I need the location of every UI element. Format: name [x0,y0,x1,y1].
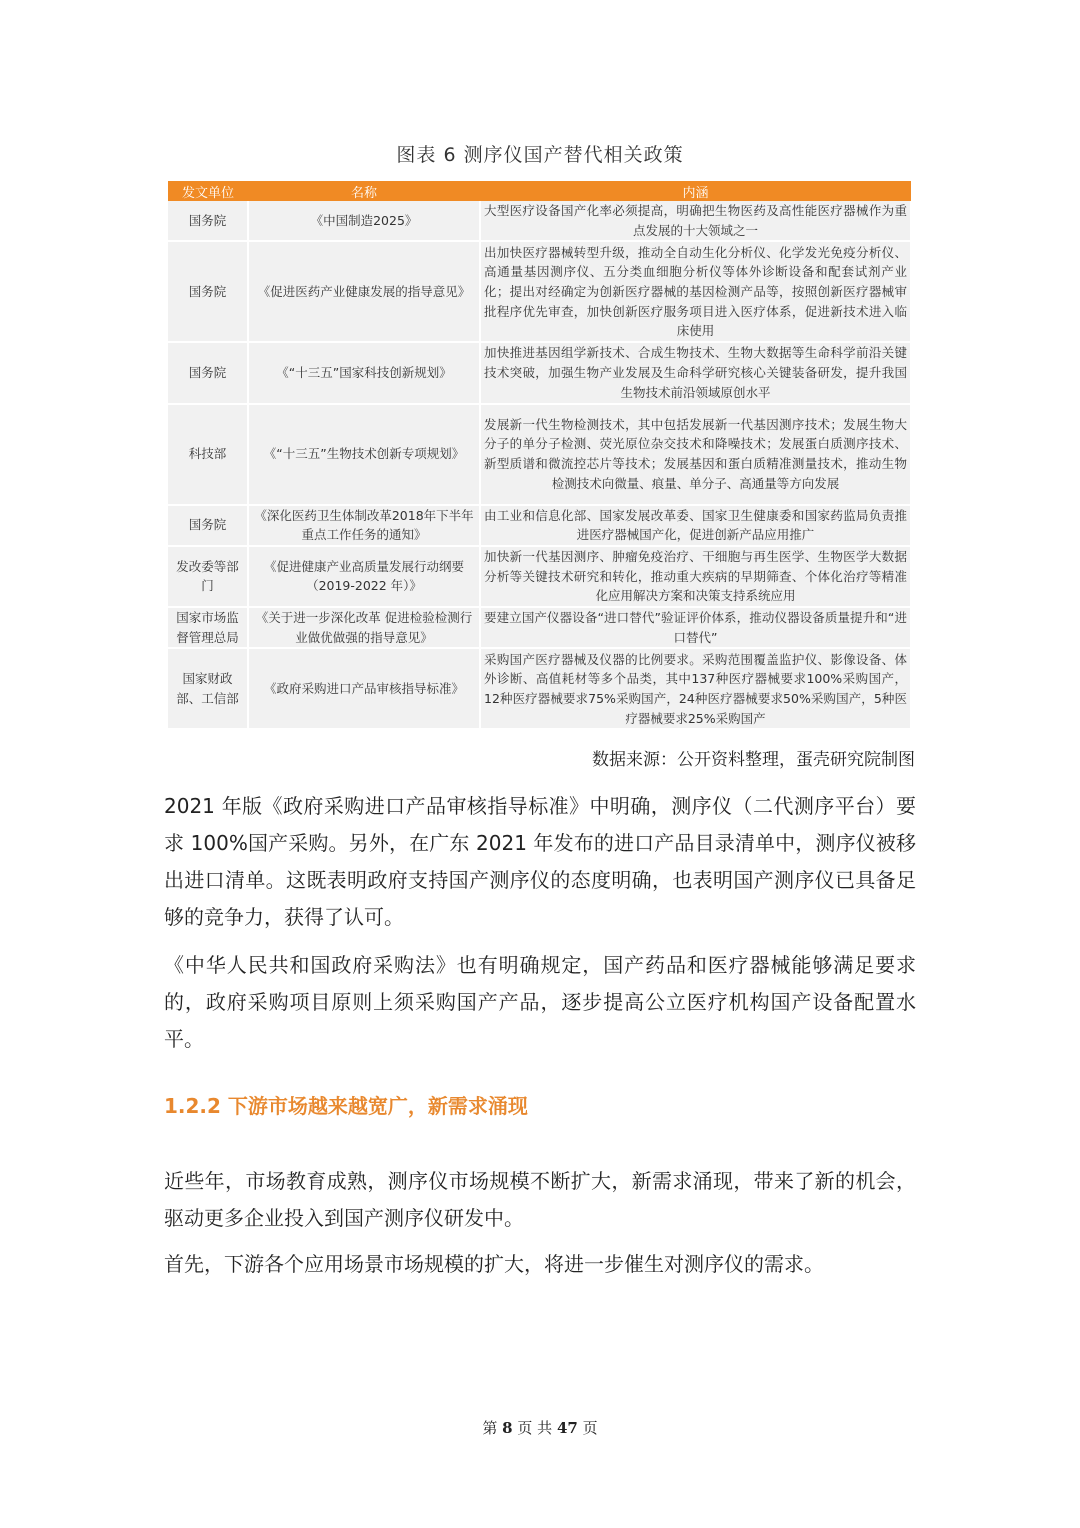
cell-content: 要建立国产仪器设备“进口替代”验证评价体系，推动仪器设备质量提升和“进口替代” [480,607,911,648]
cell-name: 《关于进一步深化改革 促进检验检测行业做优做强的指导意见》 [248,607,480,648]
table-header-row [168,181,911,201]
footer-prefix: 第 [482,1419,498,1437]
cell-unit: 国家财政部、工信部 [168,648,248,729]
table-row [168,546,911,607]
cell-content: 大型医疗设备国产化率必须提高，明确把生物医药及高性能医疗器械作为重点发展的十大领域之一 [480,201,911,241]
policy-table [168,181,911,730]
cell-name: 《促进健康产业高质量发展行动纲要（2019-2022 年）》 [248,546,480,607]
header-content: 内涵 [480,181,911,201]
body-paragraph: 《中华人民共和国政府采购法》也有明确规定，国产药品和医疗器械能够满足要求的，政府采购项目原则上须采购国产产品，逐步提高公立医疗机构国产设备配置水平。 [164,953,916,1051]
table-row [168,505,911,546]
cell-unit: 发改委等部门 [168,546,248,607]
table-row [168,648,911,729]
table-row [168,201,911,241]
table-row [168,241,911,342]
header-unit: 发文单位 [168,181,248,201]
cell-unit: 国务院 [168,342,248,403]
table-row [168,607,911,648]
data-source-note: 数据来源：公开资料整理，蛋壳研究院制图 [592,750,915,770]
header-name: 名称 [248,181,480,201]
cell-unit: 国务院 [168,241,248,342]
cell-unit: 国务院 [168,505,248,546]
cell-name: 《“十三五”生物技术创新专项规划》 [248,404,480,505]
body-paragraph: 近些年，市场教育成熟，测序仪市场规模不断扩大，新需求涌现，带来了新的机会，驱动更多企业投入到国产测序仪研发中。 [164,1169,916,1230]
cell-content: 采购国产医疗器械及仪器的比例要求。采购范围覆盖监护仪、影像设备、体外诊断、高值耗材等多个品类，其中137种医疗器械要求100%采购国产，12种医疗器械要求75%采购国产，24种医疗器械要求50%采购国产，5种医疗器械要求25%采购国产 [480,648,911,729]
cell-unit: 国家市场监督管理总局 [168,607,248,648]
footer-suffix: 页 [582,1419,598,1437]
cell-name: 《政府采购进口产品审核指导标准》 [248,648,480,729]
footer-middle: 页 共 [517,1419,553,1437]
table-row [168,404,911,505]
body-paragraph: 首先，下游各个应用场景市场规模的扩大，将进一步催生对测序仪的需求。 [164,1252,824,1276]
section-heading: 1.2.2 下游市场越来越宽广，新需求涌现 [164,1094,528,1118]
table-row [168,342,911,403]
cell-content: 出加快医疗器械转型升级，推动全自动生化分析仪、化学发光免疫分析仪、高通量基因测序仪、五分类血细胞分析仪等体外诊断设备和配套试剂产业化；提出对经确定为创新医疗器械的基因检测产品等，按照创新医疗器械审批程序优先审查，加快创新医疗服务项目进入医疗体系，促进新技术进入临床使用 [480,241,911,342]
page-number: 8 [502,1419,513,1437]
cell-unit: 科技部 [168,404,248,505]
cell-content: 加快推进基因组学新技术、合成生物技术、生物大数据等生命科学前沿关键技术突破，加强生物产业发展及生命科学研究核心关键装备研发，提升我国生物技术前沿领域原创水平 [480,342,911,403]
total-pages: 47 [556,1419,578,1437]
cell-name: 《中国制造2025》 [248,201,480,241]
cell-name: 《“十三五”国家科技创新规划》 [248,342,480,403]
cell-name: 《促进医药产业健康发展的指导意见》 [248,241,480,342]
cell-content: 发展新一代生物检测技术，其中包括发展新一代基因测序技术；发展生物大分子的单分子检测、荧光原位杂交技术和降噪技术；发展蛋白质测序技术、新型质谱和微流控芯片等技术；发展基因和蛋白质精准测量技术，推动生物检测技术向微量、痕量、单分子、高通量等方向发展 [480,404,911,505]
cell-content: 加快新一代基因测序、肿瘤免疫治疗、干细胞与再生医学、生物医学大数据分析等关键技术研究和转化，推动重大疾病的早期筛查、个体化治疗等精准化应用解决方案和决策支持系统应用 [480,546,911,607]
cell-unit: 国务院 [168,201,248,241]
cell-name: 《深化医药卫生体制改革2018年下半年重点工作任务的通知》 [248,505,480,546]
page-footer [0,1417,1080,1438]
body-paragraph: 2021 年版《政府采购进口产品审核指导标准》中明确，测序仪（二代测序平台）要求 100%国产采购。另外，在广东 2021 年发布的进口产品目录清单中，测序仪被移出进口清单。这既表明政府支持国产测序仪的态度明确，也表明国产测序仪已具备足够的竞争力，获得了认可。 [164,794,916,929]
cell-content: 由工业和信息化部、国家发展改革委、国家卫生健康委和国家药监局负责推进医疗器械国产化，促进创新产品应用推广 [480,505,911,546]
figure-caption: 图表 6 测序仪国产替代相关政策 [396,144,684,166]
